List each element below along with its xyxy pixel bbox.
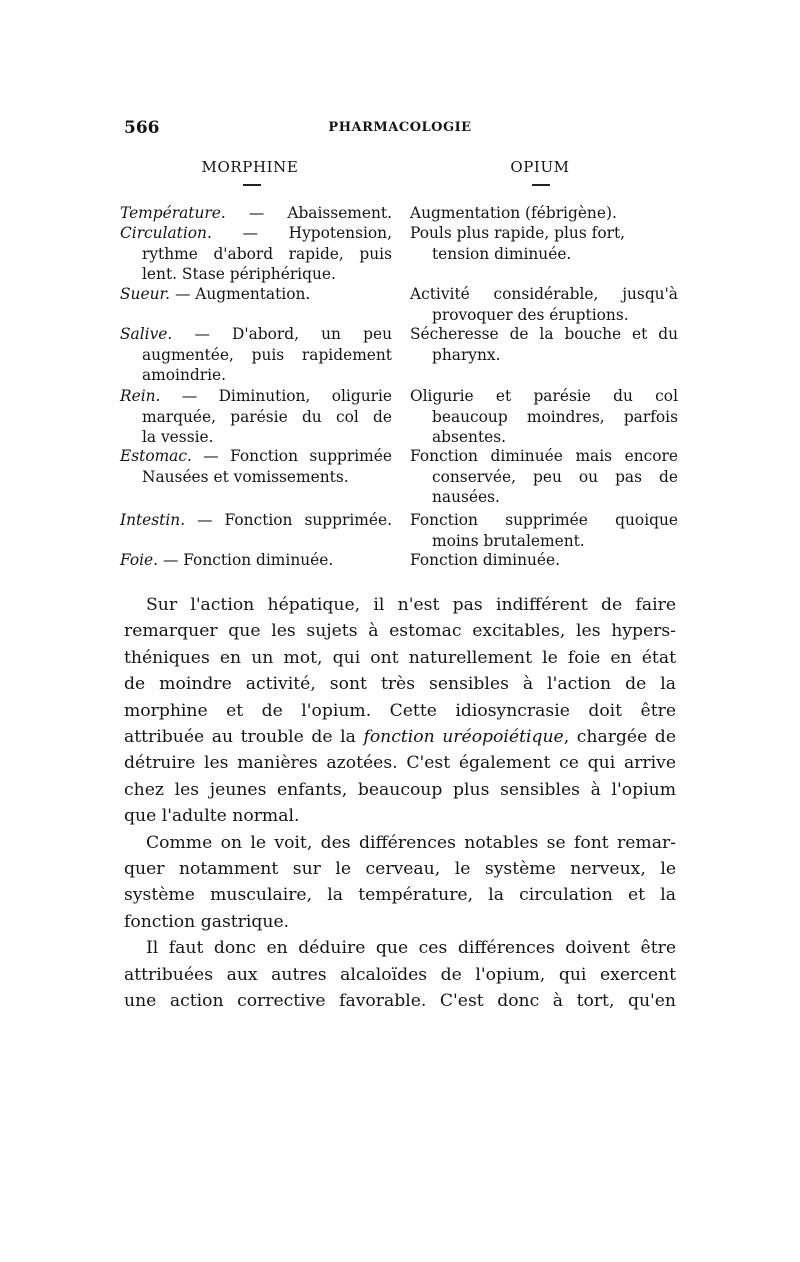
morphine-entry-salive: Salive. — D'abord, un peu augmentée, puis rapidement amoindrie.	[120, 325, 392, 384]
opium-entry-sueur: Activité considérable, jusqu'à provoquer des éruptions.	[410, 285, 678, 324]
entry-label: Rein.	[120, 387, 161, 405]
entry-label: Foie.	[120, 551, 159, 569]
entry-label: Sueur.	[120, 285, 171, 303]
morphine-entry-foie: Foie. — Fonction diminuée.	[120, 551, 334, 569]
italic-term: fonction uréopoiétique	[363, 727, 564, 748]
column-title-opium: OPIUM	[510, 158, 570, 176]
opium-entry-foie: Fonction diminuée.	[410, 551, 561, 569]
morphine-entry-intestin: Intestin. — Fonction supprimée.	[120, 511, 392, 529]
opium-entry-circulation: Pouls plus rapide, plus fort, tension diminuée.	[410, 224, 626, 263]
opium-entry-salive: Sécheresse de la bouche et du pharynx.	[410, 325, 678, 364]
column-separator-dash	[243, 184, 261, 186]
entry-label: Salive.	[120, 325, 173, 343]
opium-entry-temperature: Augmentation (fébrigène).	[410, 204, 617, 222]
morphine-entry-rein: Rein. — Diminution, oligurie marquée, parésie du col de la vessie.	[120, 387, 392, 446]
opium-entry-rein: Oligurie et parésie du col beaucoup moindres, parfois absentes.	[410, 387, 678, 446]
paragraph: Il faut donc en déduire que ces différences doivent être attribuées aux autres alcaloïdes de l'opium, qui exercent une action corrective favorable. C'est donc à tort, qu'en	[124, 938, 676, 1012]
opium-entry-estomac: Fonction diminuée mais encore conservée, peu ou pas de nausées.	[410, 447, 678, 506]
body-text	[124, 592, 676, 1015]
entry-label: Température.	[120, 204, 226, 222]
column-title-morphine: MORPHINE	[201, 158, 299, 176]
paragraph: Comme on le voit, des différences notables se font remar- quer notamment sur le cerveau, le système nerveux, le système musculaire, la température, la circulation et la fonction gastrique.	[124, 832, 676, 932]
morphine-entry-sueur: Sueur. — Augmentation.	[120, 285, 311, 303]
morphine-entry-temperature: Température. — Abaissement.	[120, 204, 392, 222]
running-title: PHARMACOLOGIE	[328, 120, 472, 135]
page-header	[124, 118, 676, 142]
entry-label: Intestin.	[120, 511, 186, 529]
entry-label: Estomac.	[120, 447, 192, 465]
column-separator-dash	[532, 184, 550, 186]
paragraph: Sur l'action hépatique, il n'est pas indifférent de faire remarquer que les sujets à estomac excitables, les hypers- théniques en un mot, qui ont naturellement le foie en état de moindre activité, sont très sensibles à l'action de la morphine et de l'opium. Cette idiosyncrasie doit être attribuée au trouble de la fonction uréopoiétique, chargée de détruire les manières azotées. C'est également ce qui arrive chez les jeunes enfants, beaucoup plus sensibles à l'opium que l'adulte normal.	[124, 595, 676, 827]
morphine-entry-circulation: Circulation. — Hypotension, rythme d'abord rapide, puis lent. Stase périphérique.	[120, 224, 392, 283]
opium-entry-intestin: Fonction supprimée quoique moins brutalement.	[410, 511, 678, 550]
morphine-entry-estomac: Estomac. — Fonction supprimée Nausées et vomissements.	[120, 447, 392, 486]
entry-label: Circulation.	[120, 224, 212, 242]
page-number: 566	[124, 118, 160, 138]
